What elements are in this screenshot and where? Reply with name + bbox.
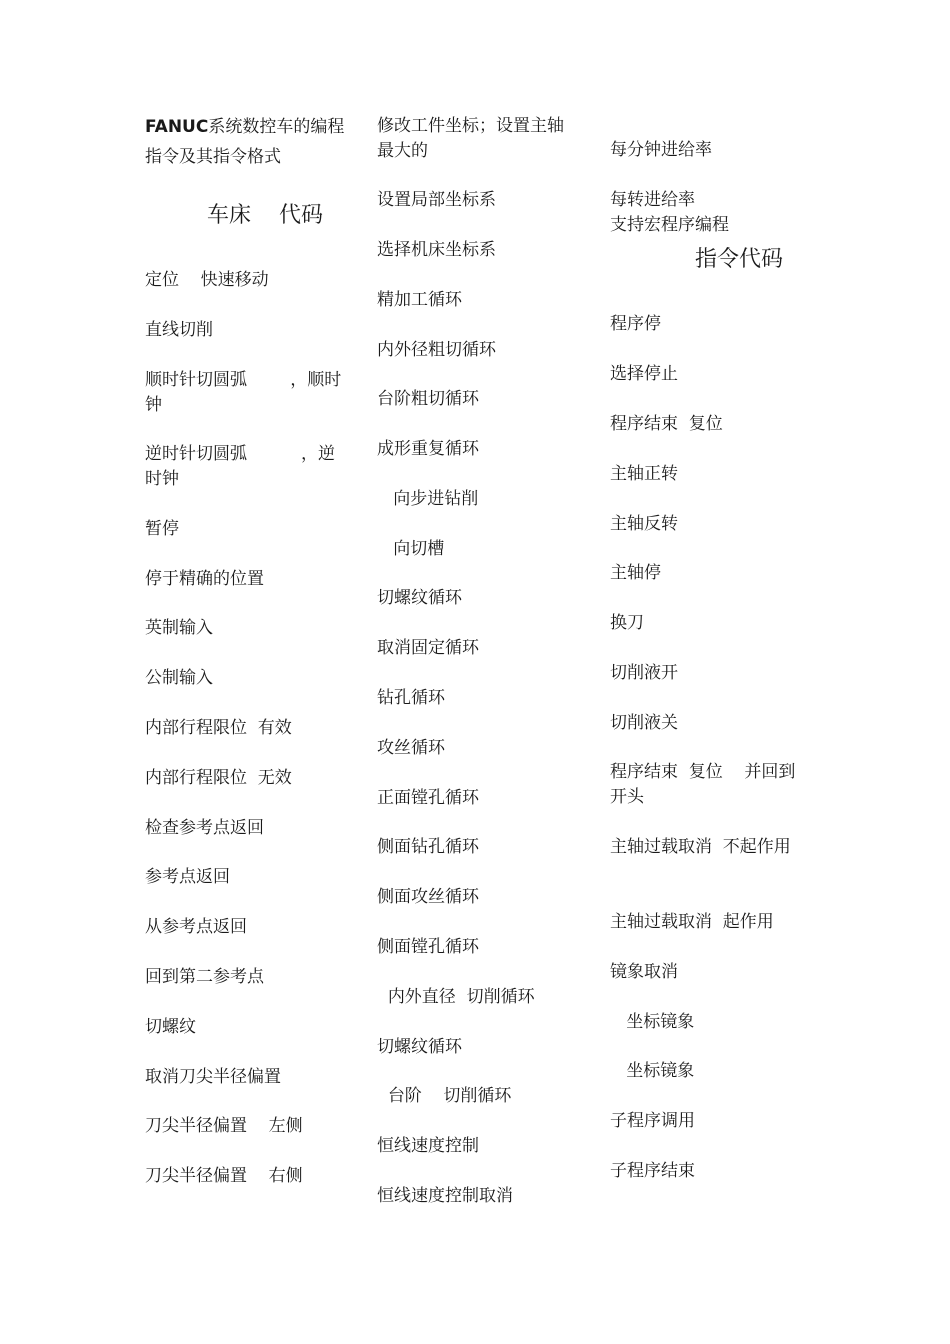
- list-item: 设置局部坐标系: [377, 190, 496, 210]
- title-text: 系统数控车的编程指令及其指令格式: [145, 117, 345, 167]
- list-item: 攻丝循环: [377, 738, 445, 758]
- list-item: 定位 快速移动: [145, 270, 269, 290]
- list-item: 台阶 切削循环: [377, 1086, 512, 1106]
- list-item: 取消固定循环: [377, 638, 479, 658]
- list-item: 侧面镗孔循环: [377, 937, 479, 957]
- list-item: 支持宏程序编程: [610, 215, 729, 235]
- list-item: 切螺纹循环: [377, 1037, 462, 1057]
- list-item: 侧面钻孔循环: [377, 837, 479, 857]
- list-item: 每分钟进给率: [610, 140, 712, 160]
- list-item: 子程序调用: [610, 1111, 695, 1131]
- list-item: 主轴过载取消 起作用: [610, 912, 774, 932]
- list-item: 子程序结束: [610, 1161, 695, 1181]
- list-item: 内外径粗切循环: [377, 340, 496, 360]
- list-item: 刀尖半径偏置 左侧: [145, 1116, 303, 1136]
- list-item: 程序停: [610, 314, 661, 334]
- list-item: 回到第二参考点: [145, 967, 264, 987]
- list-item: 切螺纹: [145, 1017, 196, 1037]
- list-item: 内外直径 切削循环: [377, 987, 535, 1007]
- list-item: 取消刀尖半径偏置: [145, 1067, 281, 1087]
- heading-command-code: 指令代码: [695, 247, 784, 272]
- list-item: 程序结束 复位 并回到开头: [610, 762, 796, 807]
- title-brand: FANUC: [145, 117, 209, 137]
- list-item: 正面镗孔循环: [377, 788, 479, 808]
- list-item: 选择停止: [610, 364, 678, 384]
- list-item: 钻孔循环: [377, 688, 445, 708]
- list-item: 内部行程限位 无效: [145, 768, 292, 788]
- heading-lathe-code: 车床 代码: [207, 203, 323, 228]
- list-item: 逆时针切圆弧 ，逆时钟: [145, 444, 336, 489]
- list-item: 直线切削: [145, 320, 213, 340]
- list-item: 参考点返回: [145, 867, 230, 887]
- list-item: 顺时针切圆弧 ，顺时钟: [145, 370, 342, 415]
- list-item: 台阶粗切循环: [377, 389, 479, 409]
- list-item: 英制输入: [145, 618, 213, 638]
- list-item: 检查参考点返回: [145, 818, 264, 838]
- list-item: 换刀: [610, 613, 644, 633]
- list-item: 程序结束 复位: [610, 414, 723, 434]
- list-item: 内部行程限位 有效: [145, 718, 292, 738]
- list-item: 成形重复循环: [377, 439, 479, 459]
- list-item: 切削液开: [610, 663, 678, 683]
- document-title: [145, 112, 350, 172]
- list-item: 精加工循环: [377, 290, 462, 310]
- list-item: 恒线速度控制: [377, 1136, 479, 1156]
- list-item: 向步进钻削: [377, 489, 479, 509]
- list-item: 主轴停: [610, 563, 661, 583]
- list-item: 恒线速度控制取消: [377, 1186, 513, 1206]
- list-item: 镜象取消: [610, 962, 678, 982]
- list-item: 主轴反转: [610, 514, 678, 534]
- list-item: 主轴正转: [610, 464, 678, 484]
- list-item: 修改工件坐标；设置主轴最大的: [377, 116, 564, 161]
- list-item: 暂停: [145, 519, 179, 539]
- list-item: 每转进给率: [610, 190, 695, 210]
- list-item: 从参考点返回: [145, 917, 247, 937]
- list-item: 坐标镜象: [610, 1061, 695, 1081]
- list-item: 停于精确的位置: [145, 569, 264, 589]
- list-item: 切削液关: [610, 713, 678, 733]
- list-item: 切螺纹循环: [377, 588, 462, 608]
- list-item: 主轴过载取消 不起作用: [610, 837, 791, 857]
- list-item: 坐标镜象: [610, 1012, 695, 1032]
- list-item: 向切槽: [377, 539, 445, 559]
- list-item: 刀尖半径偏置 右侧: [145, 1166, 303, 1186]
- list-item: 公制输入: [145, 668, 213, 688]
- list-item: 选择机床坐标系: [377, 240, 496, 260]
- list-item: 侧面攻丝循环: [377, 887, 479, 907]
